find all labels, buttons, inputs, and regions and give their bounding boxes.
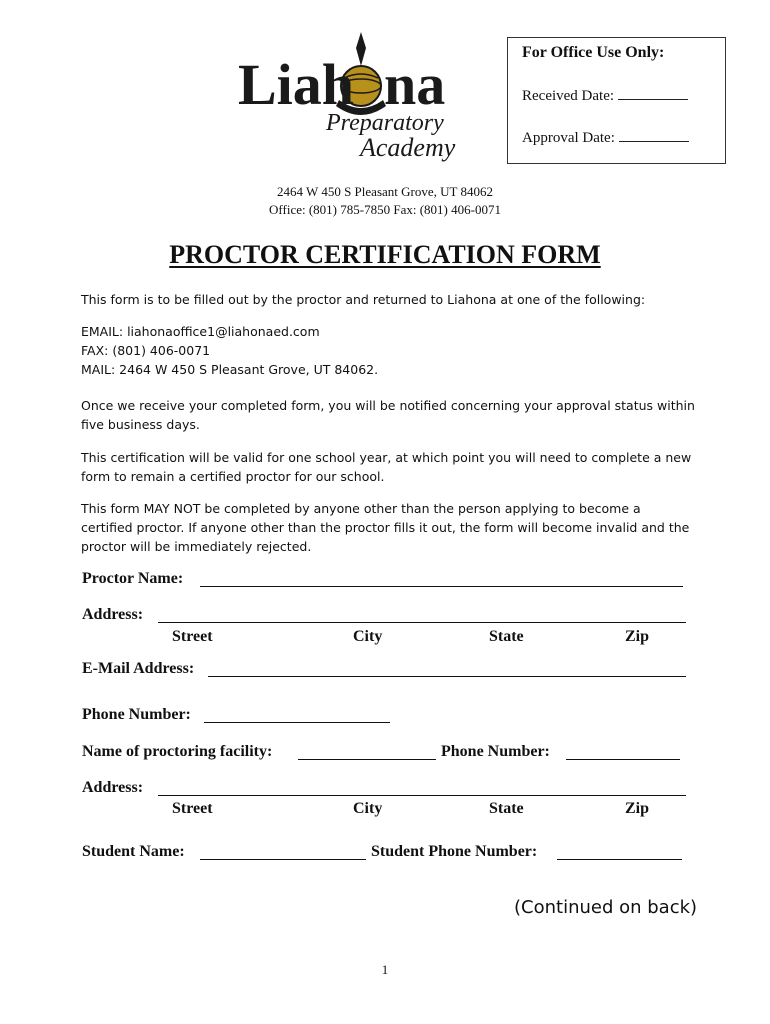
approval-date-field[interactable] <box>522 130 689 147</box>
liahona-logo <box>236 26 468 162</box>
address-line[interactable] <box>158 622 686 623</box>
city-label: City <box>353 628 383 645</box>
received-date-label: Received Date: <box>522 88 615 104</box>
logo-line3: Academy <box>360 133 456 162</box>
facility-name-label: Name of proctoring facility: <box>82 743 273 760</box>
received-date-blank[interactable] <box>618 98 688 100</box>
phone-label: Phone Number: <box>82 706 191 723</box>
facility-street-label: Street <box>172 800 213 817</box>
student-name-label: Student Name: <box>82 843 185 860</box>
approval-date-blank[interactable] <box>619 140 689 142</box>
email-line[interactable] <box>208 676 686 677</box>
school-phone: Office: (801) 785-7850 Fax: (801) 406-0071 <box>269 202 501 217</box>
office-use-box <box>507 37 726 164</box>
continued-note: (Continued on back) <box>514 897 698 918</box>
contact-fax: FAX: (801) 406-0071 <box>81 343 211 358</box>
office-use-title: For Office Use Only: <box>522 44 665 61</box>
facility-zip-label: Zip <box>625 800 650 817</box>
proctor-name-line[interactable] <box>200 586 683 587</box>
contact-block <box>81 322 696 379</box>
paragraph-approval: Once we receive your completed form, you will be notified concerning your approval status within five business days. <box>81 398 695 432</box>
intro-text: This form is to be filled out by the proctor and returned to Liahona at one of the following: <box>81 292 646 307</box>
approval-date-label: Approval Date: <box>522 130 615 146</box>
facility-address-line[interactable] <box>158 795 686 796</box>
facility-state-label: State <box>489 800 524 817</box>
paragraph-restriction: This form MAY NOT be completed by anyone other than the person applying to become a certified proctor. If anyone other than the proctor fills it out, the form will become invalid and the proctor will be immediately rejected. <box>81 501 690 554</box>
contact-mail: MAIL: 2464 W 450 S Pleasant Grove, UT 84062. <box>81 362 379 377</box>
facility-phone-line[interactable] <box>566 759 680 760</box>
school-address: 2464 W 450 S Pleasant Grove, UT 84062 <box>277 184 493 199</box>
email-label: E-Mail Address: <box>82 660 195 677</box>
page-title: PROCTOR CERTIFICATION FORM <box>169 240 601 269</box>
contact-email: EMAIL: liahonaoffice1@liahonaed.com <box>81 324 320 339</box>
facility-address-label: Address: <box>82 779 144 796</box>
facility-city-label: City <box>353 800 383 817</box>
logo-name-left: Liah <box>238 52 355 117</box>
facility-phone-label: Phone Number: <box>441 743 550 760</box>
student-name-line[interactable] <box>200 859 366 860</box>
student-phone-line[interactable] <box>557 859 682 860</box>
street-label: Street <box>172 628 213 645</box>
phone-line[interactable] <box>204 722 390 723</box>
facility-name-line[interactable] <box>298 759 436 760</box>
received-date-field[interactable] <box>522 88 688 105</box>
student-phone-label: Student Phone Number: <box>371 843 538 860</box>
paragraph-validity: This certification will be valid for one school year, at which point you will need to complete a new form to remain a certified proctor for our school. <box>81 450 692 484</box>
zip-label: Zip <box>625 628 650 645</box>
page-number: 1 <box>381 962 389 977</box>
state-label: State <box>489 628 524 645</box>
address-label: Address: <box>82 606 144 623</box>
logo-line2: Preparatory <box>326 110 444 136</box>
proctor-name-label: Proctor Name: <box>82 570 184 587</box>
logo-name-right: na <box>384 52 446 117</box>
